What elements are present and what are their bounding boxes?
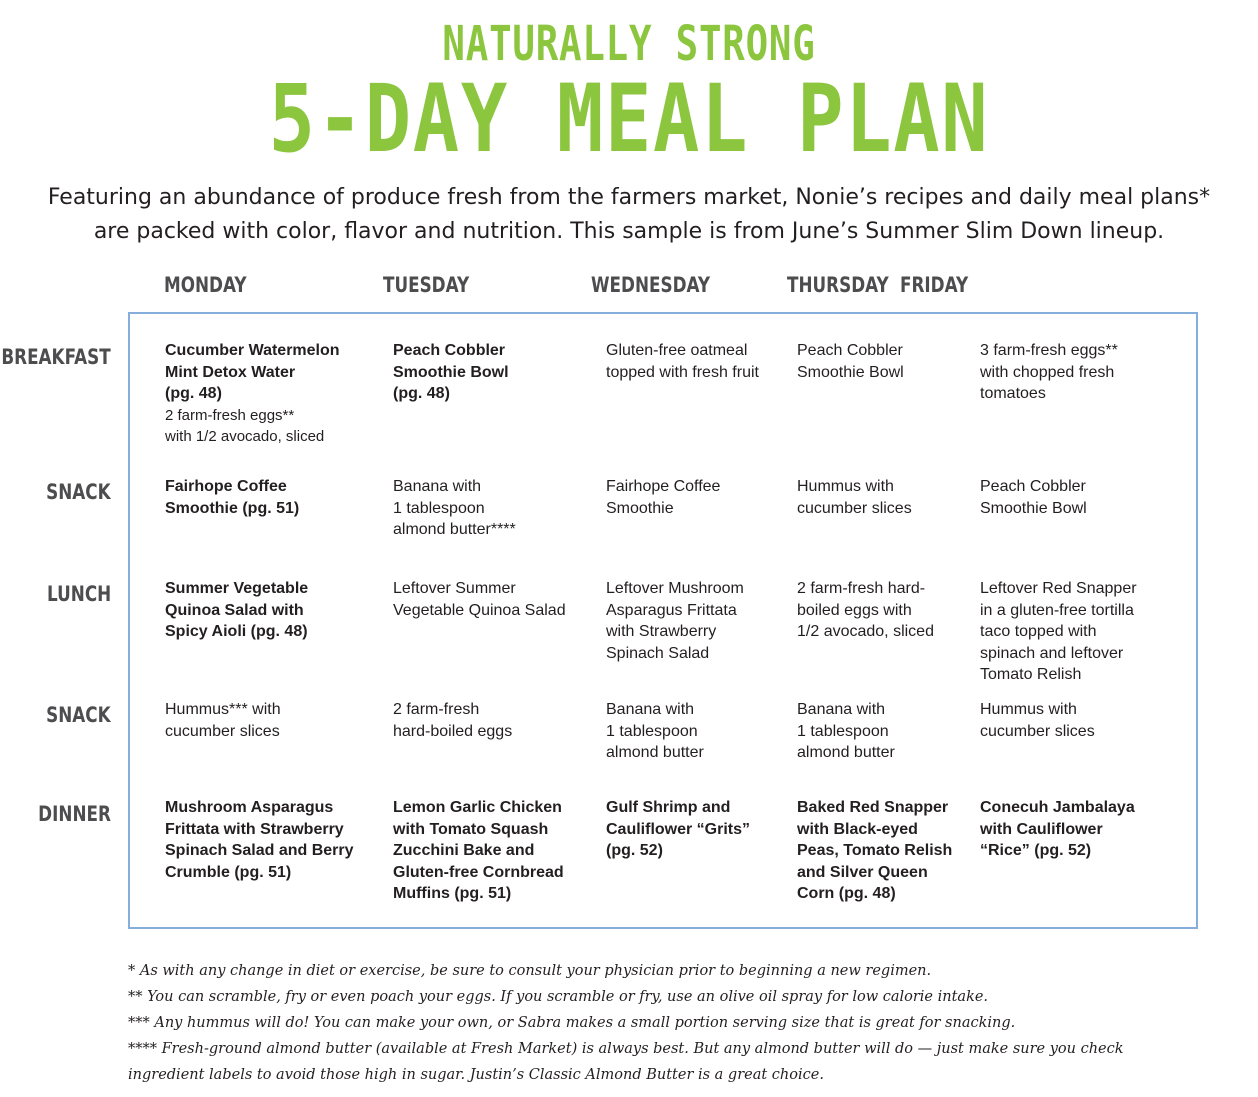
cell-line: Frittata with Strawberry — [165, 820, 344, 838]
cell-line: Smoothie — [606, 499, 674, 517]
cell-dinner-friday — [980, 797, 1135, 862]
cell-line: Crumble (pg. 51) — [165, 863, 292, 881]
footnote-2: ** You can scramble, fry or even poach your eggs. If you scramble or fry, use an olive oil spray for low calorie intake. — [128, 989, 989, 1005]
intro-text — [0, 181, 1258, 249]
cell-line: with 1/2 avocado, sliced — [165, 427, 325, 445]
cell-line: hard-boiled eggs — [393, 722, 513, 740]
day-header-tuesday: TUESDAY — [383, 273, 470, 297]
cell-line: Baked Red Snapper — [797, 799, 949, 816]
cell-line: 1/2 avocado, sliced — [797, 623, 934, 640]
cell-line: cucumber slices — [980, 722, 1095, 740]
title-meal-plan: 5-DAY MEAL PLAN — [268, 65, 990, 174]
cell-line: Asparagus Frittata — [606, 601, 737, 619]
cell-dinner-wednesday — [606, 797, 750, 862]
cell-line: cucumber slices — [165, 722, 280, 740]
cell-line: Gulf Shrimp and — [606, 799, 731, 816]
cell-line: and Silver Queen — [797, 863, 928, 881]
cell-snack1-wednesday — [606, 476, 720, 519]
cell-line: Peach Cobbler — [980, 478, 1086, 495]
cell-lunch-wednesday — [606, 578, 744, 664]
cell-line: 2 farm-fresh hard- — [797, 580, 926, 597]
intro-line-2: are packed with color, flavor and nutrition. This sample is from June’s Summer Slim Down lineup. — [93, 219, 1165, 244]
meal-label-snack-afternoon: SNACK — [46, 703, 111, 727]
cell-line: 2 farm-fresh eggs** — [165, 406, 295, 424]
cell-line: Muffins (pg. 51) — [393, 885, 512, 902]
cell-line: Fairhope Coffee — [165, 478, 287, 495]
day-header-wednesday: WEDNESDAY — [591, 273, 711, 297]
cell-line: Mint Detox Water — [165, 363, 296, 381]
cell-line: 1 tablespoon — [797, 722, 889, 740]
cell-line: 1 tablespoon — [606, 722, 698, 740]
cell-line: Smoothie Bowl — [980, 499, 1087, 517]
cell-line: almond butter — [606, 744, 704, 761]
cell-line: with chopped fresh — [980, 363, 1115, 381]
cell-dinner-tuesday — [393, 797, 564, 905]
cell-line: spinach and leftover — [980, 644, 1124, 662]
meal-label-snack-morning: SNACK — [46, 480, 111, 504]
day-header-friday: FRIDAY — [900, 273, 969, 297]
cell-line: with Tomato Squash — [393, 820, 549, 838]
cell-line: Peach Cobbler — [797, 342, 903, 359]
cell-breakfast-friday — [980, 340, 1118, 405]
cell-line: Leftover Red Snapper — [980, 580, 1137, 597]
cell-line: with Strawberry — [606, 623, 717, 640]
cell-line: 2 farm-fresh — [393, 701, 480, 718]
cell-line: Cauliflower “Grits” — [606, 820, 751, 838]
cell-dinner-thursday — [797, 797, 952, 905]
cell-line: Banana with — [393, 478, 482, 495]
cell-line: tomatoes — [980, 385, 1046, 402]
cell-line: Spinach Salad and Berry — [165, 842, 354, 859]
cell-snack1-thursday — [797, 476, 912, 519]
cell-line: Gluten-free Cornbread — [393, 863, 564, 881]
cell-line: Banana with — [606, 701, 695, 718]
cell-line: Mushroom Asparagus — [165, 799, 334, 816]
day-header-thursday: THURSDAY — [787, 273, 889, 297]
meal-label-breakfast: BREAKFAST — [1, 345, 111, 369]
cell-line: Leftover Mushroom — [606, 580, 744, 597]
cell-lunch-friday — [980, 578, 1137, 686]
cell-line: Tomato Relish — [980, 666, 1082, 683]
cell-line: Hummus*** with — [165, 701, 281, 718]
cell-line: in a gluten-free tortilla — [980, 601, 1134, 619]
cell-line: Summer Vegetable — [165, 580, 309, 597]
intro-line-1: Featuring an abundance of produce fresh from the farmers market, Nonie’s recipes and daily meal plans* — [47, 185, 1211, 210]
cell-breakfast-thursday — [797, 340, 904, 383]
cell-line: “Rice” (pg. 52) — [980, 842, 1092, 859]
cell-line: topped with fresh fruit — [606, 363, 759, 381]
cell-line: cucumber slices — [797, 499, 912, 517]
cell-line: almond butter — [797, 744, 895, 761]
cell-snack2-monday — [165, 699, 281, 742]
cell-line: Vegetable Quinoa Salad — [393, 601, 566, 619]
meal-label-dinner: DINNER — [38, 802, 111, 826]
cell-snack2-friday — [980, 699, 1095, 742]
cell-line: Hummus with — [797, 478, 894, 495]
cell-lunch-tuesday — [393, 578, 566, 621]
footnote-1: * As with any change in diet or exercise, be sure to consult your physician prior to beginning a new regimen. — [128, 963, 932, 979]
cell-line: (pg. 48) — [393, 385, 450, 402]
cell-line: (pg. 48) — [165, 385, 222, 402]
cell-line: Spinach Salad — [606, 644, 710, 662]
cell-snack2-wednesday — [606, 699, 704, 764]
cell-lunch-thursday — [797, 578, 934, 643]
cell-line: Smoothie Bowl — [393, 363, 509, 381]
cell-dinner-monday — [165, 797, 354, 883]
cell-line: with Black-eyed — [797, 820, 918, 838]
footnotes — [128, 958, 1203, 1088]
cell-line: Smoothie Bowl — [797, 363, 904, 381]
cell-line: Banana with — [797, 701, 886, 718]
cell-line: Smoothie (pg. 51) — [165, 499, 300, 517]
day-header-monday: MONDAY — [164, 273, 247, 297]
cell-line: Gluten-free oatmeal — [606, 342, 748, 359]
cell-line: Lemon Garlic Chicken — [393, 799, 562, 816]
cell-snack1-tuesday — [393, 476, 516, 541]
cell-breakfast-wednesday — [606, 340, 759, 383]
cell-line: Cucumber Watermelon — [165, 342, 340, 359]
footnote-4-continued: ingredient labels to avoid those high in sugar. Justin’s Classic Almond Butter is a great choice. — [128, 1067, 824, 1083]
cell-line: Leftover Summer — [393, 580, 516, 597]
cell-line: Fairhope Coffee — [606, 478, 721, 495]
cell-line: Hummus with — [980, 701, 1077, 718]
cell-snack2-tuesday — [393, 699, 512, 742]
cell-line: Quinoa Salad with — [165, 601, 304, 619]
cell-line: 3 farm-fresh eggs** — [980, 342, 1118, 359]
cell-snack1-friday — [980, 476, 1087, 519]
cell-breakfast-monday — [165, 340, 340, 447]
cell-line: 1 tablespoon — [393, 499, 485, 517]
cell-line: almond butter**** — [393, 521, 516, 538]
meal-label-lunch: LUNCH — [46, 582, 111, 606]
cell-line: Zucchini Bake and — [393, 842, 535, 859]
cell-snack2-thursday — [797, 699, 895, 764]
cell-line: Peach Cobbler — [393, 342, 506, 359]
footnote-4: **** Fresh-ground almond butter (available at Fresh Market) is always best. But any almond butter will do — just make sure you check — [128, 1041, 1124, 1057]
cell-line: Corn (pg. 48) — [797, 885, 896, 902]
cell-line: taco topped with — [980, 623, 1097, 640]
cell-breakfast-tuesday — [393, 340, 509, 405]
cell-snack1-monday — [165, 476, 299, 519]
cell-line: (pg. 52) — [606, 842, 663, 859]
cell-line: boiled eggs with — [797, 601, 912, 619]
cell-line: with Cauliflower — [980, 820, 1103, 838]
cell-line: Peas, Tomato Relish — [797, 842, 953, 859]
title-naturally-strong: NATURALLY STRONG — [442, 16, 816, 72]
cell-line: Spicy Aioli (pg. 48) — [165, 623, 308, 640]
footnote-3: *** Any hummus will do! You can make your own, or Sabra makes a small portion serving size that is great for snacking. — [128, 1015, 1016, 1031]
cell-line: Conecuh Jambalaya — [980, 799, 1135, 816]
cell-lunch-monday — [165, 578, 308, 643]
